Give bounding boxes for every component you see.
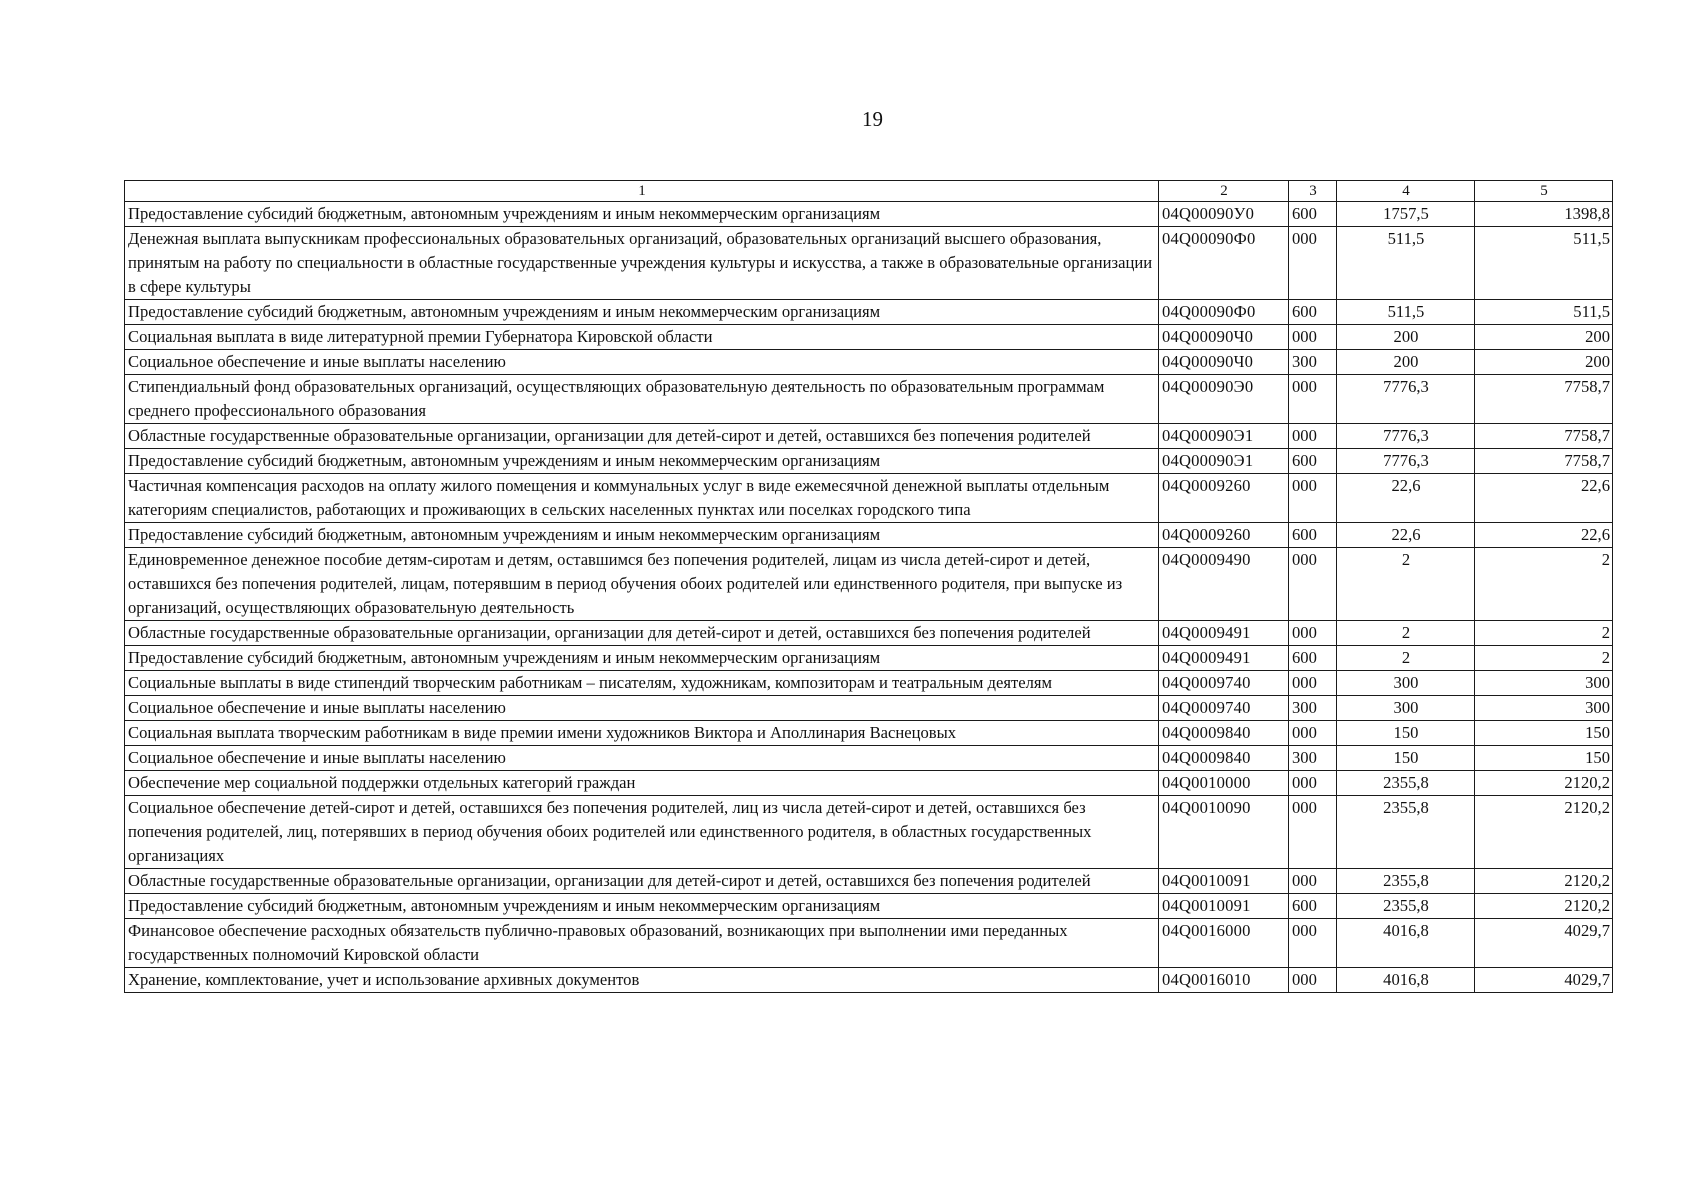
item-code: 04Q0010091: [1159, 894, 1289, 919]
item-name: Социальное обеспечение детей-сирот и детей, оставшихся без попечения родителей, лиц из числа детей-сирот и детей, оставшихся без попечения родителей, лиц, потерявших в период обучения обоих родителей или единственного родителя, в областных государственных организациях: [125, 796, 1159, 869]
amount-col-4: 2355,8: [1337, 796, 1475, 869]
header-col-4: 4: [1337, 181, 1475, 202]
expense-type: 000: [1289, 424, 1337, 449]
table-row: [125, 771, 1613, 796]
amount-col-5: 2120,2: [1475, 796, 1613, 869]
amount-col-5: 2120,2: [1475, 771, 1613, 796]
amount-col-4: 2: [1337, 548, 1475, 621]
item-code: 04Q0009491: [1159, 621, 1289, 646]
expense-type: 000: [1289, 771, 1337, 796]
item-name: Единовременное денежное пособие детям-сиротам и детям, оставшимся без попечения родителей, лицам из числа детей-сирот и детей, оставшихся без попечения родителей, лицам, потерявшим в период обучения обоих родителей или единственного родителя, при выпуске из организаций, осуществляющих образовательную деятельность: [125, 548, 1159, 621]
amount-col-5: 7758,7: [1475, 375, 1613, 424]
amount-col-4: 7776,3: [1337, 424, 1475, 449]
item-code: 04Q00090Э1: [1159, 424, 1289, 449]
amount-col-5: 300: [1475, 671, 1613, 696]
expense-type: 000: [1289, 919, 1337, 968]
expense-type: 000: [1289, 796, 1337, 869]
header-row: [125, 181, 1613, 202]
amount-col-5: 7758,7: [1475, 449, 1613, 474]
amount-col-5: 2120,2: [1475, 869, 1613, 894]
item-name: Обеспечение мер социальной поддержки отдельных категорий граждан: [125, 771, 1159, 796]
amount-col-4: 150: [1337, 746, 1475, 771]
amount-col-4: 4016,8: [1337, 968, 1475, 993]
amount-col-5: 150: [1475, 721, 1613, 746]
amount-col-5: 300: [1475, 696, 1613, 721]
item-code: 04Q0016010: [1159, 968, 1289, 993]
item-code: 04Q0009490: [1159, 548, 1289, 621]
amount-col-4: 2355,8: [1337, 771, 1475, 796]
item-code: 04Q0009740: [1159, 696, 1289, 721]
expense-type: 600: [1289, 202, 1337, 227]
amount-col-4: 2355,8: [1337, 894, 1475, 919]
item-name: Социальное обеспечение и иные выплаты населению: [125, 350, 1159, 375]
item-name: Областные государственные образовательные организации, организации для детей-сирот и детей, оставшихся без попечения родителей: [125, 869, 1159, 894]
expense-type: 000: [1289, 375, 1337, 424]
table-row: [125, 424, 1613, 449]
table-row: [125, 869, 1613, 894]
table-row: [125, 696, 1613, 721]
table-row: [125, 375, 1613, 424]
item-code: 04Q00090Э0: [1159, 375, 1289, 424]
amount-col-4: 200: [1337, 350, 1475, 375]
item-code: 04Q0009260: [1159, 474, 1289, 523]
expense-type: 000: [1289, 869, 1337, 894]
amount-col-5: 2: [1475, 646, 1613, 671]
amount-col-4: 300: [1337, 696, 1475, 721]
item-code: 04Q00090Э1: [1159, 449, 1289, 474]
table-row: [125, 646, 1613, 671]
expense-type: 000: [1289, 325, 1337, 350]
header-col-5: 5: [1475, 181, 1613, 202]
amount-col-4: 150: [1337, 721, 1475, 746]
amount-col-4: 2: [1337, 621, 1475, 646]
table-row: [125, 523, 1613, 548]
item-code: 04Q0010090: [1159, 796, 1289, 869]
expense-type: 600: [1289, 646, 1337, 671]
item-code: 04Q00090У0: [1159, 202, 1289, 227]
table-row: [125, 202, 1613, 227]
table-row: [125, 474, 1613, 523]
amount-col-5: 2: [1475, 621, 1613, 646]
table-row: [125, 721, 1613, 746]
item-name: Социальное обеспечение и иные выплаты населению: [125, 696, 1159, 721]
item-name: Социальное обеспечение и иные выплаты населению: [125, 746, 1159, 771]
amount-col-5: 4029,7: [1475, 919, 1613, 968]
item-code: 04Q0009260: [1159, 523, 1289, 548]
item-code: 04Q00090Ф0: [1159, 227, 1289, 300]
item-name: Социальная выплата творческим работникам в виде премии имени художников Виктора и Аполлинария Васнецовых: [125, 721, 1159, 746]
item-name: Предоставление субсидий бюджетным, автономным учреждениям и иным некоммерческим организациям: [125, 449, 1159, 474]
amount-col-5: 511,5: [1475, 227, 1613, 300]
expense-type: 000: [1289, 548, 1337, 621]
header-col-1: 1: [125, 181, 1159, 202]
item-name: Денежная выплата выпускникам профессиональных образовательных организаций, образовательных организаций высшего образования, принятым на работу по специальности в областные государственные учреждения культуры и искусства, а также в образовательные организации в сфере культуры: [125, 227, 1159, 300]
item-code: 04Q0009491: [1159, 646, 1289, 671]
amount-col-5: 22,6: [1475, 523, 1613, 548]
amount-col-4: 300: [1337, 671, 1475, 696]
item-name: Хранение, комплектование, учет и использование архивных документов: [125, 968, 1159, 993]
expense-type: 300: [1289, 350, 1337, 375]
expense-type: 600: [1289, 449, 1337, 474]
table-row: [125, 227, 1613, 300]
table-row: [125, 449, 1613, 474]
amount-col-5: 200: [1475, 325, 1613, 350]
expense-type: 000: [1289, 671, 1337, 696]
item-name: Предоставление субсидий бюджетным, автономным учреждениям и иным некоммерческим организациям: [125, 894, 1159, 919]
header-col-2: 2: [1159, 181, 1289, 202]
amount-col-4: 511,5: [1337, 300, 1475, 325]
amount-col-5: 7758,7: [1475, 424, 1613, 449]
table-row: [125, 968, 1613, 993]
amount-col-5: 200: [1475, 350, 1613, 375]
table-row: [125, 919, 1613, 968]
amount-col-4: 22,6: [1337, 523, 1475, 548]
expense-type: 300: [1289, 746, 1337, 771]
item-code: 04Q0009840: [1159, 746, 1289, 771]
item-name: Предоставление субсидий бюджетным, автономным учреждениям и иным некоммерческим организациям: [125, 300, 1159, 325]
table-row: [125, 894, 1613, 919]
expense-type: 600: [1289, 894, 1337, 919]
item-code: 04Q0016000: [1159, 919, 1289, 968]
amount-col-5: 22,6: [1475, 474, 1613, 523]
amount-col-5: 1398,8: [1475, 202, 1613, 227]
item-code: 04Q00090Ч0: [1159, 325, 1289, 350]
amount-col-4: 7776,3: [1337, 375, 1475, 424]
item-name: Областные государственные образовательные организации, организации для детей-сирот и детей, оставшихся без попечения родителей: [125, 424, 1159, 449]
item-name: Социальная выплата в виде литературной премии Губернатора Кировской области: [125, 325, 1159, 350]
expense-type: 000: [1289, 474, 1337, 523]
table-row: [125, 300, 1613, 325]
table-row: [125, 621, 1613, 646]
item-name: Стипендиальный фонд образовательных организаций, осуществляющих образовательную деятельность по образовательным программам среднего профессионального образования: [125, 375, 1159, 424]
item-name: Финансовое обеспечение расходных обязательств публично-правовых образований, возникающих при выполнении ими переданных государственных полномочий Кировской области: [125, 919, 1159, 968]
table-row: [125, 796, 1613, 869]
item-name: Предоставление субсидий бюджетным, автономным учреждениям и иным некоммерческим организациям: [125, 646, 1159, 671]
item-name: Предоставление субсидий бюджетным, автономным учреждениям и иным некоммерческим организациям: [125, 523, 1159, 548]
table-row: [125, 325, 1613, 350]
table-row: [125, 671, 1613, 696]
item-name: Социальные выплаты в виде стипендий творческим работникам – писателям, художникам, композиторам и театральным деятелям: [125, 671, 1159, 696]
expense-type: 600: [1289, 523, 1337, 548]
amount-col-5: 511,5: [1475, 300, 1613, 325]
expense-type: 600: [1289, 300, 1337, 325]
item-code: 04Q0009840: [1159, 721, 1289, 746]
table-row: [125, 548, 1613, 621]
expense-type: 000: [1289, 227, 1337, 300]
item-name: Областные государственные образовательные организации, организации для детей-сирот и детей, оставшихся без попечения родителей: [125, 621, 1159, 646]
expense-type: 000: [1289, 621, 1337, 646]
item-code: 04Q0009740: [1159, 671, 1289, 696]
budget-table: [124, 180, 1613, 993]
table-row: [125, 746, 1613, 771]
amount-col-4: 4016,8: [1337, 919, 1475, 968]
item-code: 04Q0010000: [1159, 771, 1289, 796]
amount-col-4: 7776,3: [1337, 449, 1475, 474]
page-number: 19: [862, 107, 883, 131]
amount-col-4: 22,6: [1337, 474, 1475, 523]
expense-type: 000: [1289, 968, 1337, 993]
expense-type: 300: [1289, 696, 1337, 721]
amount-col-4: 511,5: [1337, 227, 1475, 300]
amount-col-4: 2355,8: [1337, 869, 1475, 894]
amount-col-5: 2120,2: [1475, 894, 1613, 919]
item-name: Частичная компенсация расходов на оплату жилого помещения и коммунальных услуг в виде ежемесячной денежной выплаты отдельным категориям специалистов, работающих и проживающих в сельских населенных пунктах или поселках городского типа: [125, 474, 1159, 523]
amount-col-5: 4029,7: [1475, 968, 1613, 993]
amount-col-4: 2: [1337, 646, 1475, 671]
item-name: Предоставление субсидий бюджетным, автономным учреждениям и иным некоммерческим организациям: [125, 202, 1159, 227]
item-code: 04Q0010091: [1159, 869, 1289, 894]
header-col-3: 3: [1289, 181, 1337, 202]
amount-col-5: 150: [1475, 746, 1613, 771]
table-row: [125, 350, 1613, 375]
amount-col-4: 200: [1337, 325, 1475, 350]
table-body: [125, 202, 1613, 993]
item-code: 04Q00090Ч0: [1159, 350, 1289, 375]
amount-col-4: 1757,5: [1337, 202, 1475, 227]
amount-col-5: 2: [1475, 548, 1613, 621]
item-code: 04Q00090Ф0: [1159, 300, 1289, 325]
expense-type: 000: [1289, 721, 1337, 746]
